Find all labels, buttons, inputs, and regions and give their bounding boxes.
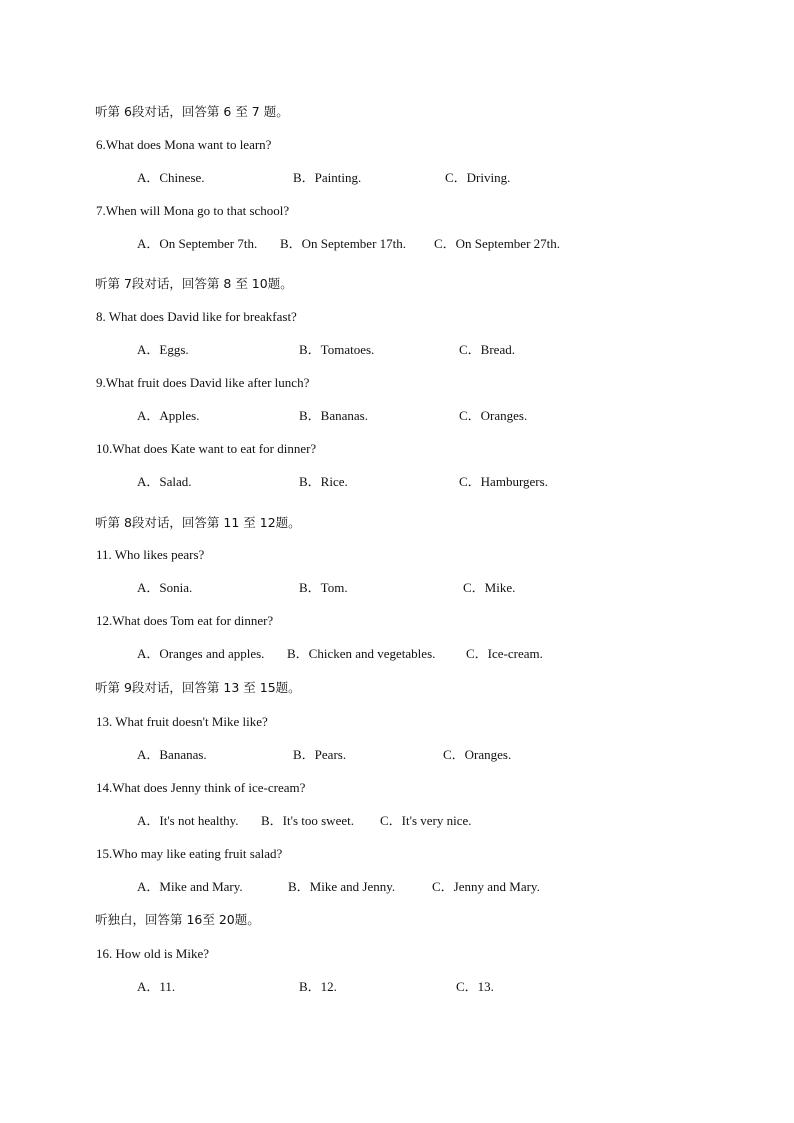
q12-option-a: A．Oranges and apples. bbox=[137, 646, 265, 661]
q8-option-b: B．Tomatoes. bbox=[299, 342, 375, 357]
q9-option-c: C．Oranges. bbox=[459, 408, 528, 423]
question-13: 13. What fruit doesn't Mike like? bbox=[96, 714, 268, 729]
section-heading-4: 听第 9段对话，回答第 13 至 15题。 bbox=[95, 680, 301, 695]
section-heading-1: 听第 6段对话，回答第 6 至 7 题。 bbox=[95, 104, 289, 119]
q7-option-b: B．On September 17th. bbox=[280, 236, 407, 251]
q13-option-c: C．Oranges. bbox=[443, 747, 512, 762]
question-15: 15.Who may like eating fruit salad? bbox=[96, 846, 283, 861]
q15-option-b: B．Mike and Jenny. bbox=[288, 879, 396, 894]
question-14: 14.What does Jenny think of ice-cream? bbox=[96, 780, 306, 795]
q9-option-a: A．Apples. bbox=[137, 408, 200, 423]
q15-option-a: A．Mike and Mary. bbox=[137, 879, 243, 894]
q8-option-c: C．Bread. bbox=[459, 342, 515, 357]
q12-option-b: B．Chicken and vegetables. bbox=[287, 646, 436, 661]
section-heading-5: 听独白，回答第 16至 20题。 bbox=[95, 912, 260, 927]
q7-option-c: C．On September 27th. bbox=[434, 236, 561, 251]
q16-option-a: A．11. bbox=[137, 979, 176, 994]
q14-option-a: A．It's not healthy. bbox=[137, 813, 239, 828]
q11-option-a: A．Sonia. bbox=[137, 580, 193, 595]
question-7: 7.When will Mona go to that school? bbox=[96, 203, 290, 218]
q14-option-b: B．It's too sweet. bbox=[261, 813, 354, 828]
q13-option-b: B．Pears. bbox=[293, 747, 347, 762]
q16-option-c: C．13. bbox=[456, 979, 494, 994]
q9-option-b: B．Bananas. bbox=[299, 408, 368, 423]
q11-option-c: C．Mike. bbox=[463, 580, 516, 595]
q10-option-b: B．Rice. bbox=[299, 474, 348, 489]
q6-option-c: C．Driving. bbox=[445, 170, 511, 185]
question-9: 9.What fruit does David like after lunch? bbox=[96, 375, 310, 390]
question-11: 11. Who likes pears? bbox=[96, 547, 205, 562]
q6-option-a: A．Chinese. bbox=[137, 170, 205, 185]
question-8: 8. What does David like for breakfast? bbox=[96, 309, 297, 324]
q15-option-c: C．Jenny and Mary. bbox=[432, 879, 540, 894]
q13-option-a: A．Bananas. bbox=[137, 747, 207, 762]
question-6: 6.What does Mona want to learn? bbox=[96, 137, 272, 152]
q8-option-a: A．Eggs. bbox=[137, 342, 189, 357]
q16-option-b: B．12. bbox=[299, 979, 337, 994]
q6-option-b: B．Painting. bbox=[293, 170, 362, 185]
q10-option-a: A．Salad. bbox=[137, 474, 192, 489]
q12-option-c: C．Ice-cream. bbox=[466, 646, 543, 661]
q7-option-a: A．On September 7th. bbox=[137, 236, 258, 251]
q10-option-c: C．Hamburgers. bbox=[459, 474, 548, 489]
question-10: 10.What does Kate want to eat for dinner? bbox=[96, 441, 317, 456]
q14-option-c: C．It's very nice. bbox=[380, 813, 472, 828]
section-heading-2: 听第 7段对话，回答第 8 至 10题。 bbox=[95, 276, 293, 291]
question-16: 16. How old is Mike? bbox=[96, 946, 210, 961]
question-12: 12.What does Tom eat for dinner? bbox=[96, 613, 274, 628]
q11-option-b: B．Tom. bbox=[299, 580, 348, 595]
section-heading-3: 听第 8段对话，回答第 11 至 12题。 bbox=[95, 515, 301, 530]
